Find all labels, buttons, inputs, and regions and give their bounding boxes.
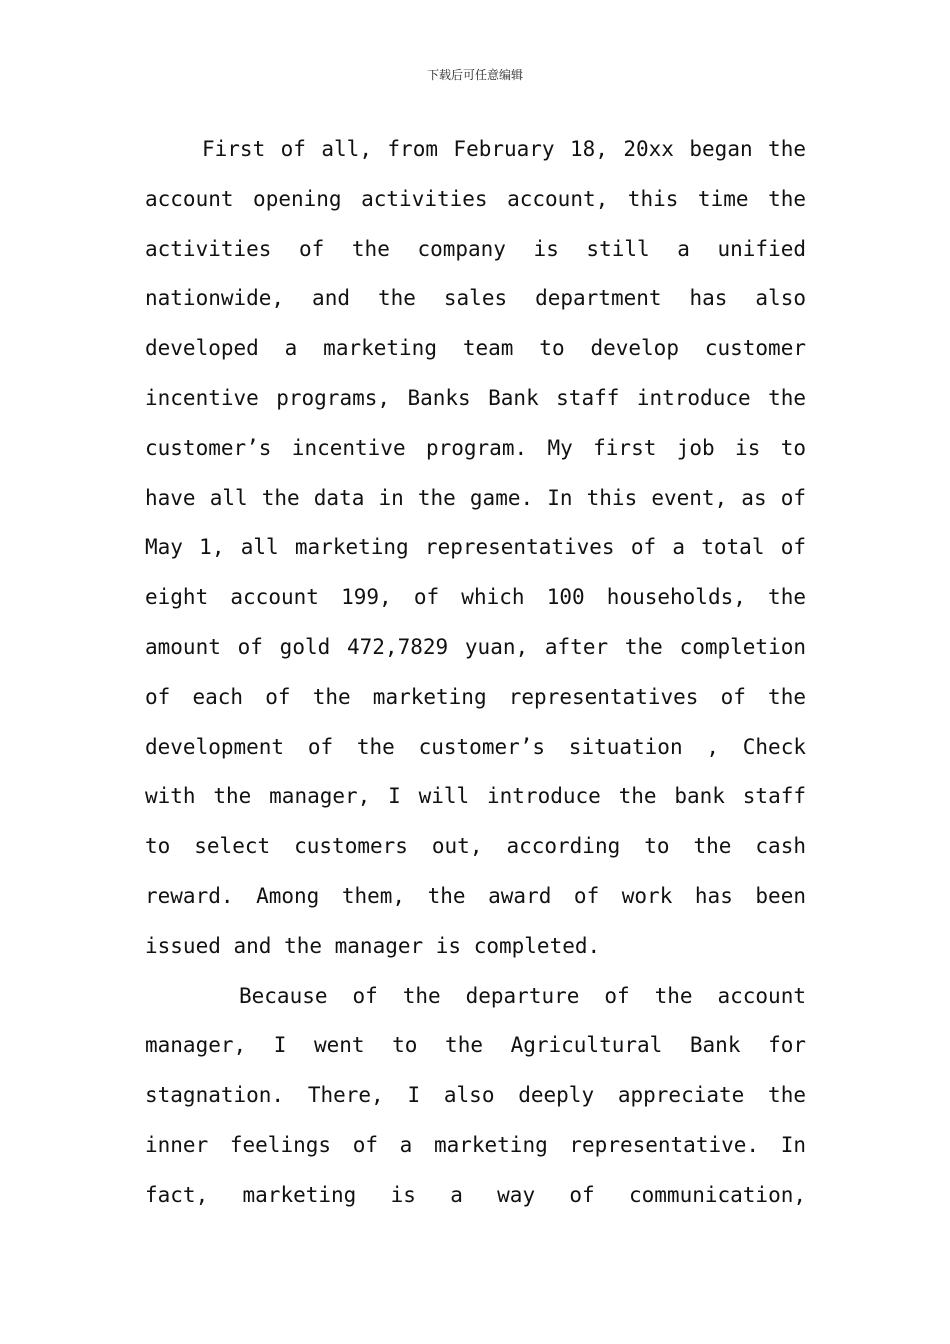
paragraph-1-line: incentive programs, Banks Bank staff introduce the [145,385,806,410]
paragraph-1-line: with the manager, I will introduce the bank staff [145,784,806,809]
paragraph-2-line: inner feelings of a marketing representative. In [145,1132,806,1157]
paragraph-1-line: activities of the company is still a unified [145,236,806,261]
paragraph-1-line: account opening activities account, this time the [145,186,806,211]
paragraph-1-line: eight account 199, of which 100 households, the [145,585,806,610]
paragraph-1-line: customer’s incentive program. My first job is to [145,435,806,460]
paragraph-1-line: developed a marketing team to develop customer [145,336,806,361]
paragraph-1-line: issued and the manager is completed. [145,933,601,958]
paragraph-1-line: development of the customer’s situation , Check [145,734,806,759]
paragraph-1-line: have all the data in the game. In this event, as of [145,485,806,510]
paragraph-1-line: First of all, from February 18, 20xx began the [202,137,806,161]
paragraph-1-line: to select customers out, according to the cash [145,834,806,859]
body-text [145,125,806,1221]
paragraph-1-line: reward. Among them, the award of work has been [145,883,806,908]
paragraph-1-line: May 1, all marketing representatives of a total of [145,535,806,560]
paragraph-1-line: amount of gold 472,7829 yuan, after the completion [145,634,806,659]
paragraph-2-line: Because of the departure of the account [239,983,806,1008]
paragraph-2-line: manager, I went to the Agricultural Bank for [145,1033,806,1058]
paragraph-1-line: nationwide, and the sales department has also [145,286,806,311]
paragraph-2-line: stagnation. There, I also deeply appreciate the [145,1083,806,1108]
header-note: 下载后可任意编辑 [426,68,523,82]
paragraph-2-line: fact, marketing is a way of communication, [145,1182,806,1207]
paragraph-1-line: of each of the marketing representatives of the [145,684,806,709]
